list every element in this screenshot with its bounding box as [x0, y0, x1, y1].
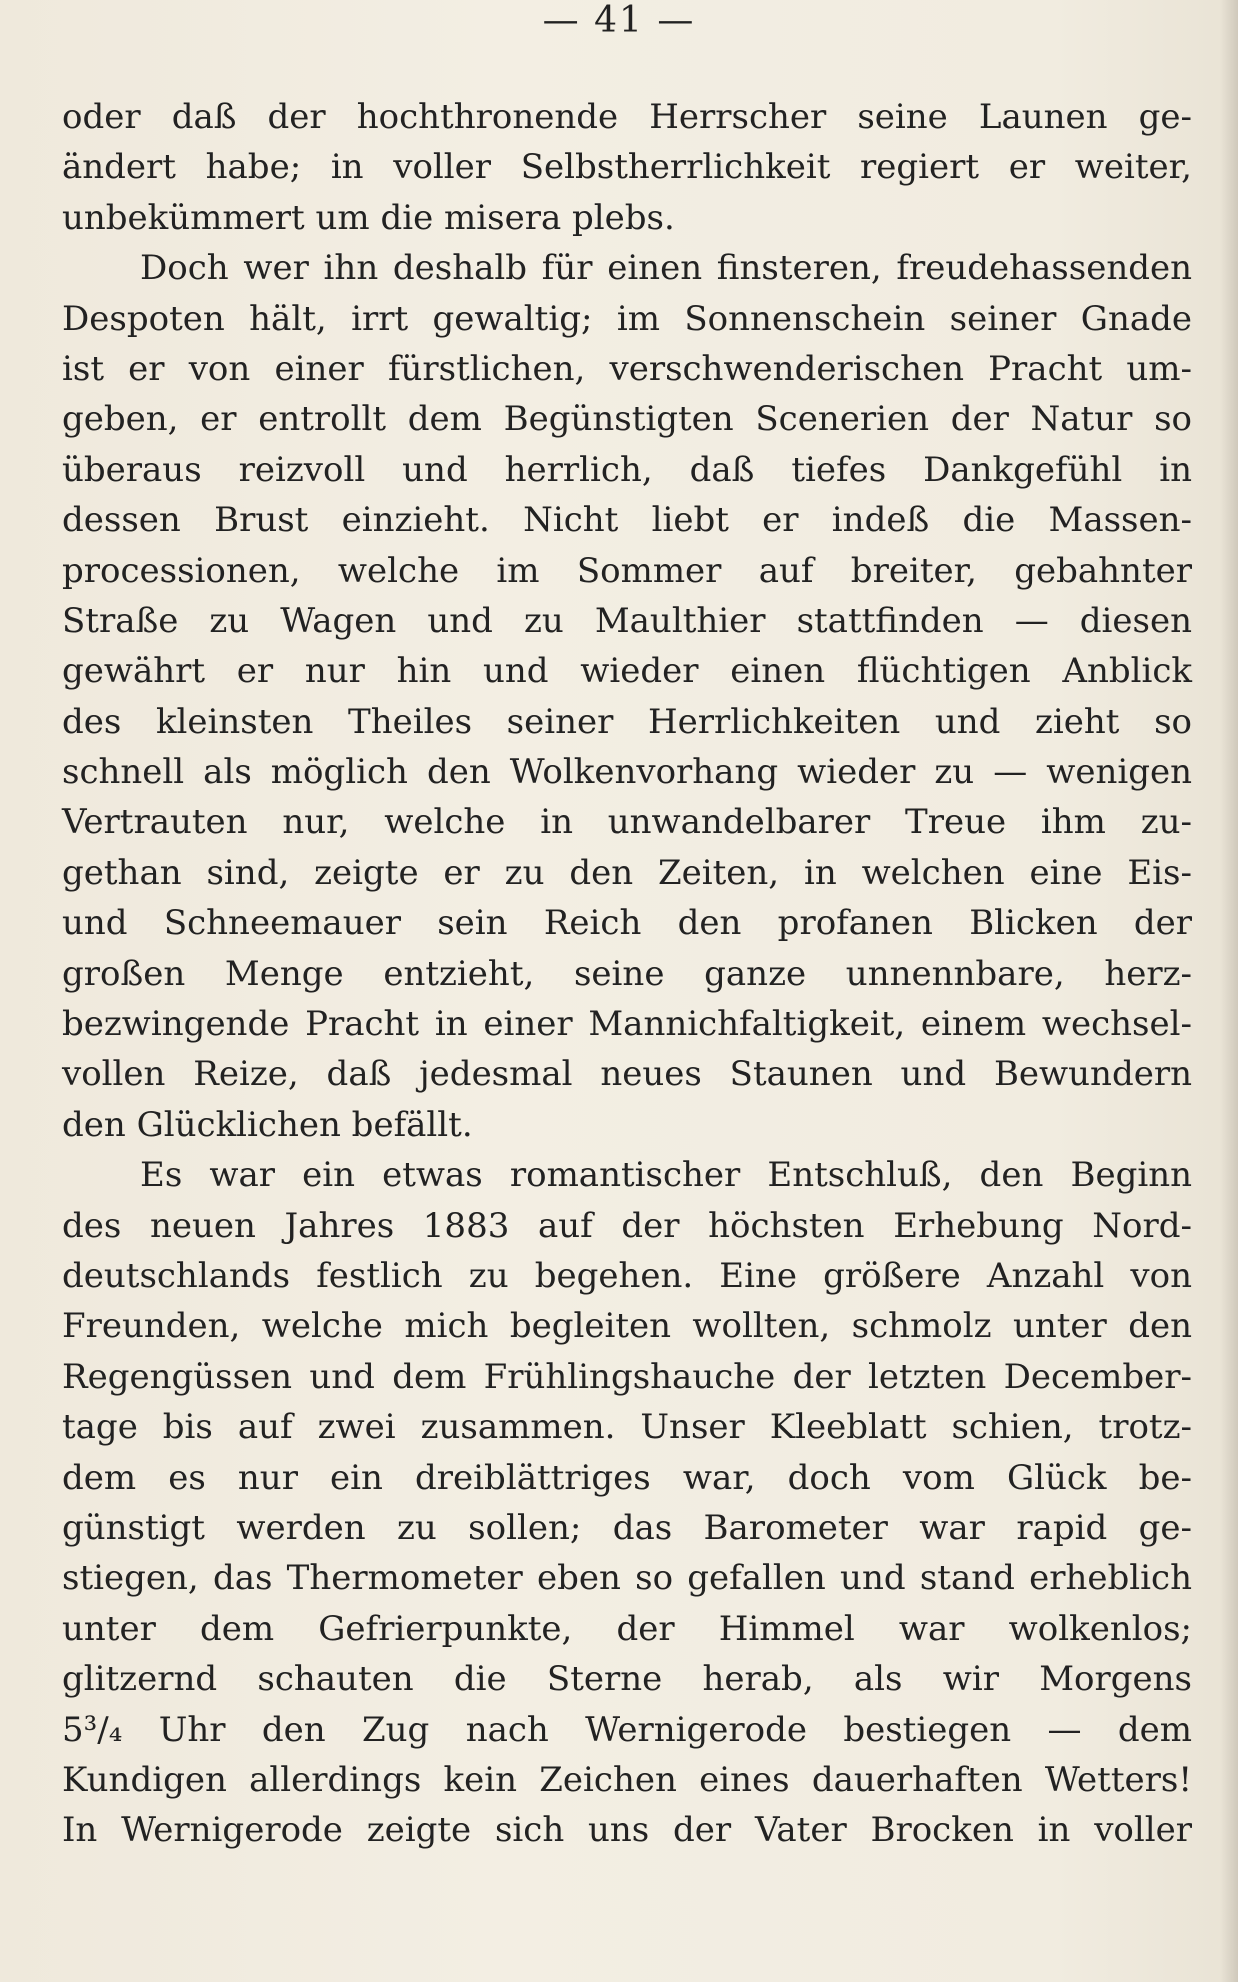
- text-line: 5³/₄ Uhr den Zug nach Wernigerode bestiegen — dem: [62, 1709, 1192, 1750]
- text-line: Freunden, welche mich begleiten wollten, schmolz unter den: [62, 1306, 1192, 1347]
- text-line: oder daß der hochthronende Herrscher seine Launen ge-: [62, 97, 1192, 137]
- text-line: günstigt werden zu sollen; das Barometer war rapid ge-: [62, 1507, 1192, 1548]
- text-line: Es war ein etwas romantischer Entschluß, den Beginn: [140, 1155, 1192, 1196]
- text-line: überaus reizvoll und herrlich, daß tiefes Dankgefühl in: [62, 449, 1192, 490]
- text-line: dem es nur ein dreiblättriges war, doch vom Glück be-: [62, 1457, 1192, 1498]
- text-line: Straße zu Wagen und zu Maulthier stattfinden — diesen: [62, 600, 1192, 641]
- text-line: Doch wer ihn deshalb für einen finsteren, freudehassenden: [140, 248, 1192, 289]
- text-line: des kleinsten Theiles seiner Herrlichkeiten und zieht so: [62, 701, 1192, 742]
- text-line: tage bis auf zwei zusammen. Unser Kleeblatt schien, trotz-: [62, 1407, 1192, 1448]
- page-edge-shadow: [1220, 0, 1238, 1982]
- text-line: gewährt er nur hin und wieder einen flüchtigen Anblick: [62, 651, 1192, 692]
- text-line: unbekümmert um die misera plebs.: [62, 197, 675, 238]
- text-line: Kundigen allerdings kein Zeichen eines dauerhaften Wetters!: [62, 1759, 1192, 1800]
- text-line: und Schneemauer sein Reich den profanen Blicken der: [62, 903, 1192, 944]
- text-line: stiegen, das Thermometer eben so gefallen und stand erheblich: [62, 1558, 1192, 1599]
- text-line: unter dem Gefrierpunkte, der Himmel war wolkenlos;: [62, 1608, 1192, 1649]
- text-line: dessen Brust einzieht. Nicht liebt er indeß die Massen-: [62, 500, 1192, 541]
- text-line: geben, er entrollt dem Begünstigten Scenerien der Natur so: [62, 399, 1192, 440]
- text-line: gethan sind, zeigte er zu den Zeiten, in welchen eine Eis-: [62, 852, 1192, 893]
- text-line: ändert habe; in voller Selbstherrlichkeit regiert er weiter,: [62, 147, 1192, 188]
- text-line: Vertrauten nur, welche in unwandelbarer Treue ihm zu-: [62, 802, 1192, 843]
- text-line: glitzernd schauten die Sterne herab, als wir Morgens: [62, 1659, 1192, 1700]
- body-text: [62, 92, 1192, 1856]
- text-line: großen Menge entzieht, seine ganze unnennbare, herz-: [62, 953, 1192, 994]
- text-line: processionen, welche im Sommer auf breiter, gebahnter: [62, 550, 1192, 591]
- text-line: ist er von einer fürstlichen, verschwenderischen Pracht um-: [62, 348, 1192, 389]
- text-line: In Wernigerode zeigte sich uns der Vater Brocken in voller: [62, 1810, 1192, 1851]
- text-line: deutschlands festlich zu begehen. Eine größere Anzahl von: [62, 1255, 1192, 1296]
- text-line: des neuen Jahres 1883 auf der höchsten Erhebung Nord-: [62, 1205, 1192, 1246]
- text-line: Regengüssen und dem Frühlingshauche der letzten December-: [62, 1356, 1192, 1397]
- page-number: — 41 —: [542, 0, 696, 41]
- text-line: den Glücklichen befällt.: [62, 1104, 473, 1145]
- text-line: bezwingende Pracht in einer Mannichfaltigkeit, einem wechsel-: [62, 1004, 1192, 1045]
- text-line: schnell als möglich den Wolkenvorhang wieder zu — wenigen: [62, 752, 1192, 793]
- text-line: Despoten hält, irrt gewaltig; im Sonnenschein seiner Gnade: [62, 298, 1192, 339]
- text-line: vollen Reize, daß jedesmal neues Staunen und Bewundern: [62, 1054, 1192, 1095]
